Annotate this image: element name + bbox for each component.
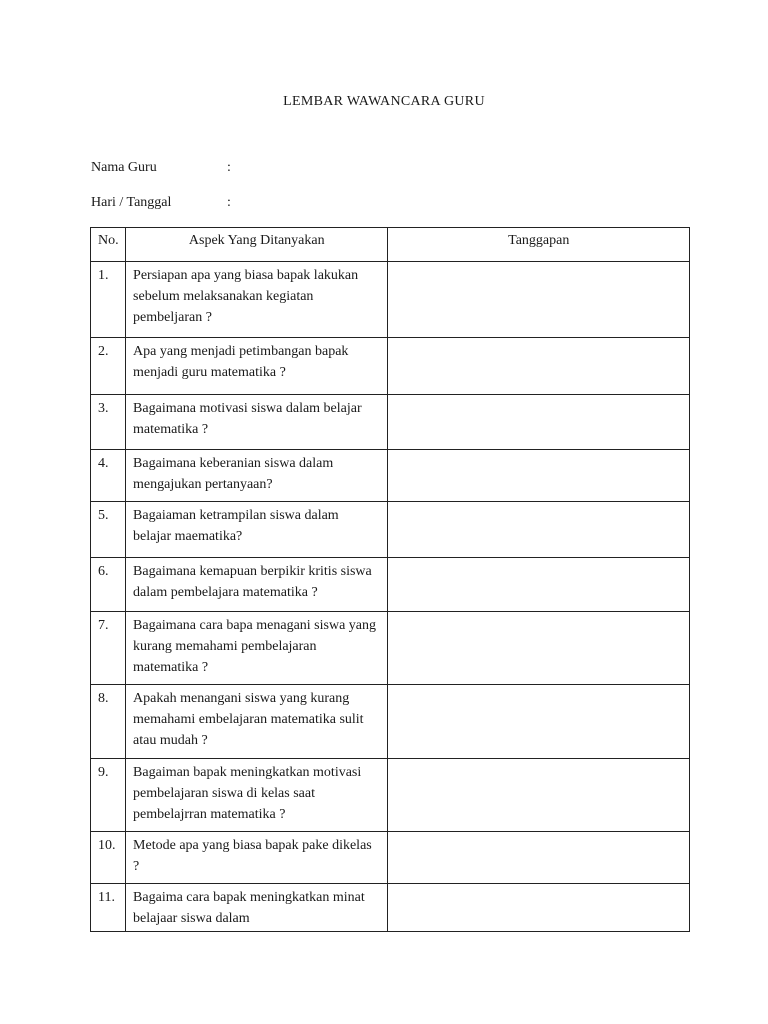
table-row: [91, 502, 690, 558]
header-response: Tanggapan: [388, 228, 690, 262]
page-title: LEMBAR WAWANCARA GURU: [283, 94, 485, 109]
row-number: 7.: [91, 612, 126, 685]
header-no: No.: [91, 228, 126, 262]
row-question: Persiapan apa yang biasa bapak lakukan sebelum melaksanakan kegiatan pembeljaran ?: [126, 262, 388, 338]
table-row: [91, 759, 690, 832]
table-row: [91, 612, 690, 685]
row-number: 5.: [91, 502, 126, 558]
row-number: 2.: [91, 338, 126, 395]
row-number: 1.: [91, 262, 126, 338]
row-number: 10.: [91, 832, 126, 884]
row-question: Bagaimana cara bapa menagani siswa yang kurang memahami pembelajaran matematika ?: [126, 612, 388, 685]
field-label: Nama Guru: [91, 160, 157, 175]
table-row: [91, 685, 690, 759]
table-header-row: [91, 228, 690, 262]
row-response[interactable]: [388, 395, 690, 450]
interview-table: [90, 227, 690, 932]
table-row: [91, 338, 690, 395]
table-row: [91, 395, 690, 450]
table-row: [91, 558, 690, 612]
row-response[interactable]: [388, 832, 690, 884]
row-question: Bagaiman bapak meningkatkan motivasi pembelajaran siswa di kelas saat pembelajrran matematika ?: [126, 759, 388, 832]
row-question: Bagaiaman ketrampilan siswa dalam belajar maematika?: [126, 502, 388, 558]
row-question: Apa yang menjadi petimbangan bapak menjadi guru matematika ?: [126, 338, 388, 395]
row-response[interactable]: [388, 612, 690, 685]
field-separator: :: [227, 195, 231, 210]
row-response[interactable]: [388, 338, 690, 395]
field-nama-guru: [91, 160, 231, 176]
table-row: [91, 832, 690, 884]
row-question: Bagaimana kemapuan berpikir kritis siswa dalam pembelajara matematika ?: [126, 558, 388, 612]
row-response[interactable]: [388, 884, 690, 932]
table-row: [91, 450, 690, 502]
row-question: Bagaima cara bapak meningkatkan minat belajaar siswa dalam: [126, 884, 388, 932]
row-number: 6.: [91, 558, 126, 612]
table-row: [91, 884, 690, 932]
field-separator: :: [227, 160, 231, 175]
row-number: 8.: [91, 685, 126, 759]
row-question: Bagaimana keberanian siswa dalam mengajukan pertanyaan?: [126, 450, 388, 502]
table-row: [91, 262, 690, 338]
row-number: 3.: [91, 395, 126, 450]
row-response[interactable]: [388, 262, 690, 338]
row-number: 11.: [91, 884, 126, 932]
row-question: Apakah menangani siswa yang kurang memahami embelajaran matematika sulit atau mudah ?: [126, 685, 388, 759]
row-question: Metode apa yang biasa bapak pake dikelas ?: [126, 832, 388, 884]
field-hari-tanggal: [91, 195, 231, 211]
row-response[interactable]: [388, 759, 690, 832]
row-response[interactable]: [388, 502, 690, 558]
row-response[interactable]: [388, 450, 690, 502]
row-response[interactable]: [388, 558, 690, 612]
header-question: Aspek Yang Ditanyakan: [126, 228, 388, 262]
row-response[interactable]: [388, 685, 690, 759]
row-number: 9.: [91, 759, 126, 832]
row-number: 4.: [91, 450, 126, 502]
row-question: Bagaimana motivasi siswa dalam belajar matematika ?: [126, 395, 388, 450]
field-label: Hari / Tanggal: [91, 195, 172, 210]
